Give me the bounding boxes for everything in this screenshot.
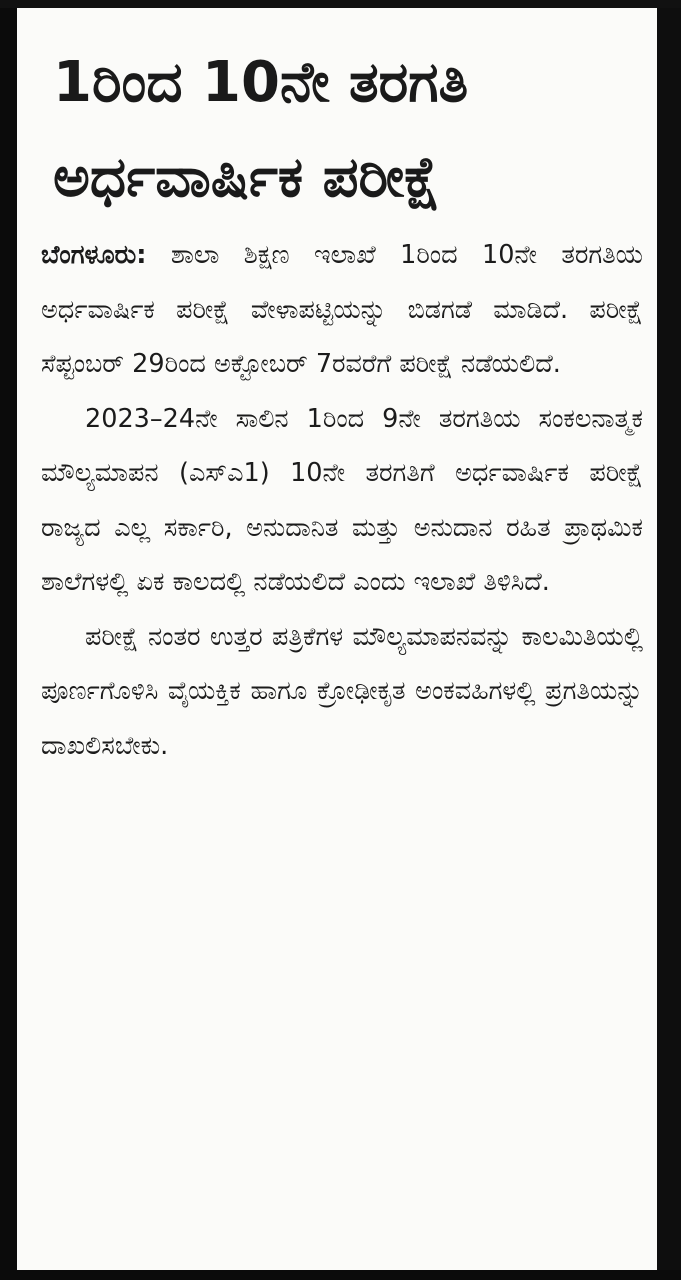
paragraph-1-text: ಶಾಲಾ ಶಿಕ್ಷಣ ಇಲಾಖೆ 1ರಿಂದ 10ನೇ ತರಗತಿಯ ಅರ್ಧವಾರ್ಷಿಕ ಪರೀಕ್ಷೆ ವೇಳಾಪಟ್ಟಿಯನ್ನು ಬಿಡಗಡೆ ಮಾಡಿದೆ. ಪರೀಕ್ಷೆ ಸೆಪ್ಟಂಬರ್ 29ರಿಂದ ಅಕ್ಟೋಬರ್ 7ರವರೆಗೆ ಪರೀಕ್ಷೆ ನಡೆಯಲಿದೆ. bbox=[41, 240, 643, 379]
dateline: ಬೆಂಗಳೂರು: bbox=[41, 240, 147, 270]
paragraph-2-text: 2023–24ನೇ ಸಾಲಿನ 1ರಿಂದ 9ನೇ ತರಗತಿಯ ಸಂಕಲನಾತ್ಮಕ ಮೌಲ್ಯಮಾಪನ (ಎಸ್‌ಎ1) 10ನೇ ತರಗತಿಗೆ ಅರ್ಧವಾರ್ಷಿಕ ಪರೀಕ್ಷೆ ರಾಜ್ಯದ ಎಲ್ಲ ಸರ್ಕಾರಿ, ಅನುದಾನಿತ ಮತ್ತು ಅನುದಾನ ರಹಿತ ಪ್ರಾಥಮಿಕ ಶಾಲೆಗಳಲ್ಲಿ ಏಕ ಕಾಲದಲ್ಲಿ ನಡೆಯಲಿದೆ ಎಂದು ಇಲಾಖೆ ತಿಳಿಸಿದೆ. bbox=[41, 403, 643, 597]
headline-line-2: ಅರ್ಧವಾರ್ಷಿಕ ಪರೀಕ್ಷೆ bbox=[53, 145, 441, 210]
paragraph-1 bbox=[41, 228, 643, 392]
headline-line-1: 1ರಿಂದ 10ನೇ ತರಗತಿ bbox=[53, 50, 469, 115]
paragraph-3-text: ಪರೀಕ್ಷೆ ನಂತರ ಉತ್ತರ ಪತ್ರಿಕೆಗಳ ಮೌಲ್ಯಮಾಪನವನ್ನು ಕಾಲಮಿತಿಯಲ್ಲಿ ಪೂರ್ಣಗೊಳಿಸಿ ವೈಯಕ್ತಿಕ ಹಾಗೂ ಕ್ರೋಢೀಕೃತ ಅಂಕವಹಿಗಳಲ್ಲಿ ಪ್ರಗತಿಯನ್ನು ದಾಖಲಿಸಬೇಕು. bbox=[41, 621, 643, 761]
newspaper-clipping bbox=[17, 8, 657, 1270]
right-border bbox=[657, 8, 681, 1270]
paragraph-3 bbox=[41, 610, 643, 774]
top-border bbox=[0, 0, 681, 8]
paragraph-2 bbox=[41, 392, 643, 610]
article-body bbox=[41, 228, 643, 773]
